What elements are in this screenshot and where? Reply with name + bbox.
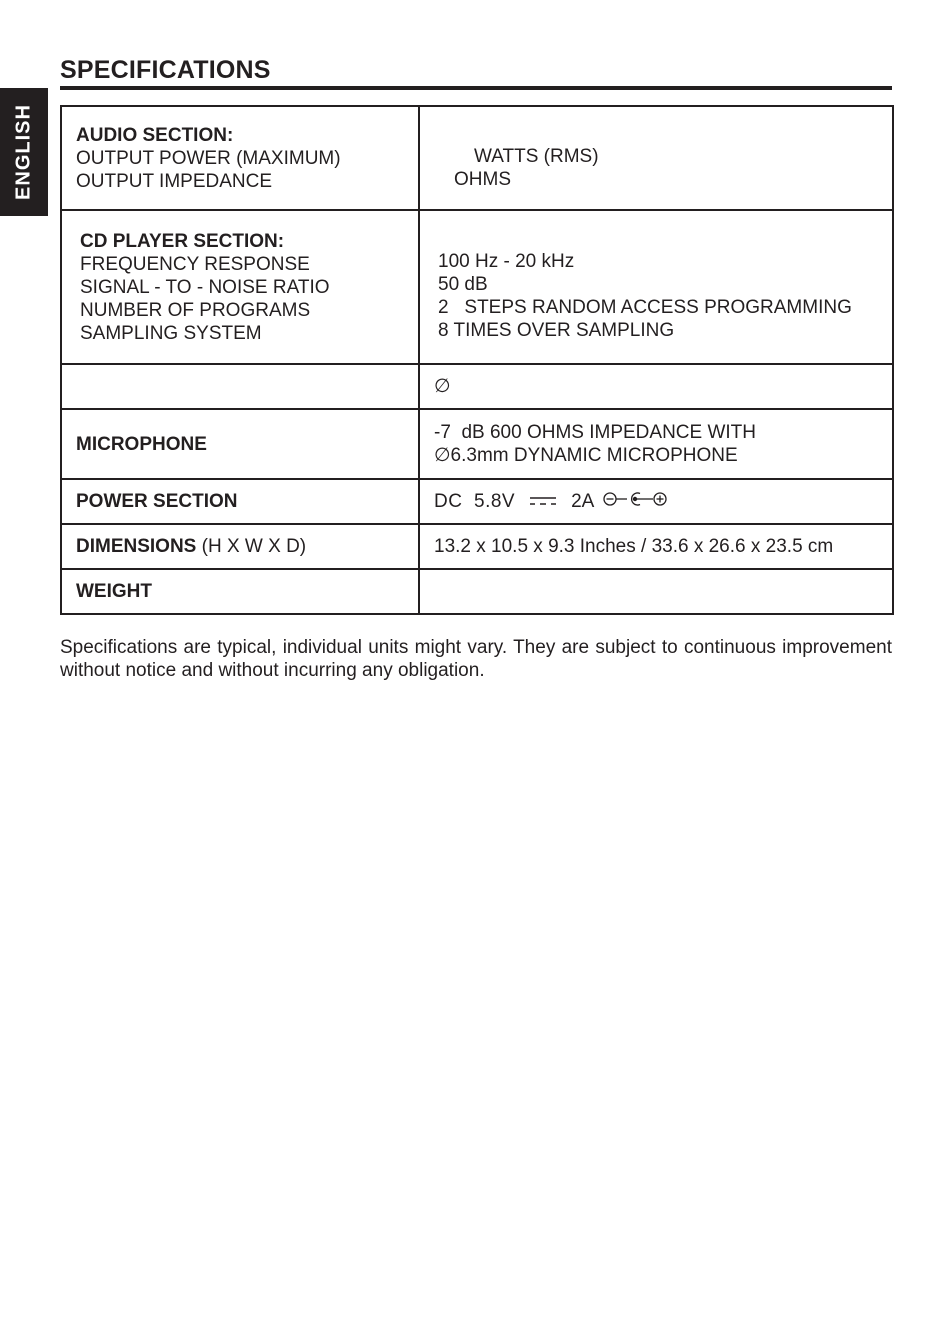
microphone-value-cell — [419, 409, 893, 479]
number-of-programs-label: NUMBER OF PROGRAMS — [80, 299, 311, 321]
power-current: 2A — [571, 491, 595, 512]
weight-label: WEIGHT — [76, 581, 152, 602]
signal-to-noise-label: SIGNAL - TO - NOISE RATIO — [80, 276, 330, 298]
audio-section-values — [419, 106, 893, 210]
output-impedance-label: OUTPUT IMPEDANCE — [76, 170, 273, 192]
language-tab — [0, 88, 48, 216]
blank-spec-label — [61, 364, 419, 409]
page-title: SPECIFICATIONS — [60, 56, 271, 84]
sampling-system-value: 8 TIMES OVER SAMPLING — [438, 320, 675, 341]
sampling-system-label: SAMPLING SYSTEM — [80, 322, 262, 344]
audio-section-heading: AUDIO SECTION: — [76, 124, 234, 146]
weight-value — [419, 569, 893, 614]
power-value-cell — [419, 479, 893, 524]
output-power-label: OUTPUT POWER (MAXIMUM) — [76, 147, 341, 169]
dimensions-value: 13.2 x 10.5 x 9.3 Inches / 33.6 x 26.6 x 23.5 cm — [419, 524, 893, 569]
dimensions-label-suffix: (H X W X D) — [196, 536, 307, 557]
dimensions-row — [61, 524, 893, 569]
weight-row — [61, 569, 893, 614]
blank-spec-value: ∅ — [419, 364, 893, 409]
cd-section-row — [61, 210, 893, 364]
title-divider — [60, 86, 892, 90]
blank-spec-row — [61, 364, 893, 409]
frequency-response-value: 100 Hz - 20 kHz — [438, 251, 575, 272]
microphone-label: MICROPHONE — [76, 433, 207, 455]
power-label: POWER SECTION — [76, 491, 238, 512]
dimensions-label-cell — [61, 524, 419, 569]
power-value — [434, 490, 892, 513]
audio-section-row — [61, 106, 893, 210]
weight-label-cell — [61, 569, 419, 614]
audio-section-labels — [61, 106, 419, 210]
dc-symbol-icon — [529, 490, 557, 513]
microphone-label-cell — [61, 409, 419, 479]
microphone-value-line1: -7 dB 600 OHMS IMPEDANCE WITH — [434, 422, 757, 443]
cd-section-heading: CD PLAYER SECTION: — [80, 230, 285, 252]
cd-section-values — [419, 210, 893, 364]
language-tab-label: ENGLISH — [12, 104, 35, 200]
number-of-programs-value: 2 STEPS RANDOM ACCESS PROGRAMMING — [438, 297, 852, 318]
specifications-footnote: Specifications are typical, individual units might vary. They are subject to continuous improvement without notice and without incurring any obligation. — [60, 637, 892, 681]
power-label-cell — [61, 479, 419, 524]
signal-to-noise-value: 50 dB — [438, 274, 488, 295]
center-negative-polarity-icon — [602, 490, 668, 513]
microphone-row — [61, 409, 893, 479]
power-voltage: DC 5.8V — [434, 491, 516, 512]
frequency-response-label: FREQUENCY RESPONSE — [80, 253, 310, 275]
dimensions-label: DIMENSIONS — [76, 536, 197, 557]
microphone-value-line2: ∅6.3mm DYNAMIC MICROPHONE — [434, 445, 738, 466]
cd-section-labels — [61, 210, 419, 364]
output-impedance-value: OHMS — [454, 169, 511, 190]
specifications-table — [60, 105, 894, 615]
power-row — [61, 479, 893, 524]
output-power-value: WATTS (RMS) — [474, 146, 599, 167]
